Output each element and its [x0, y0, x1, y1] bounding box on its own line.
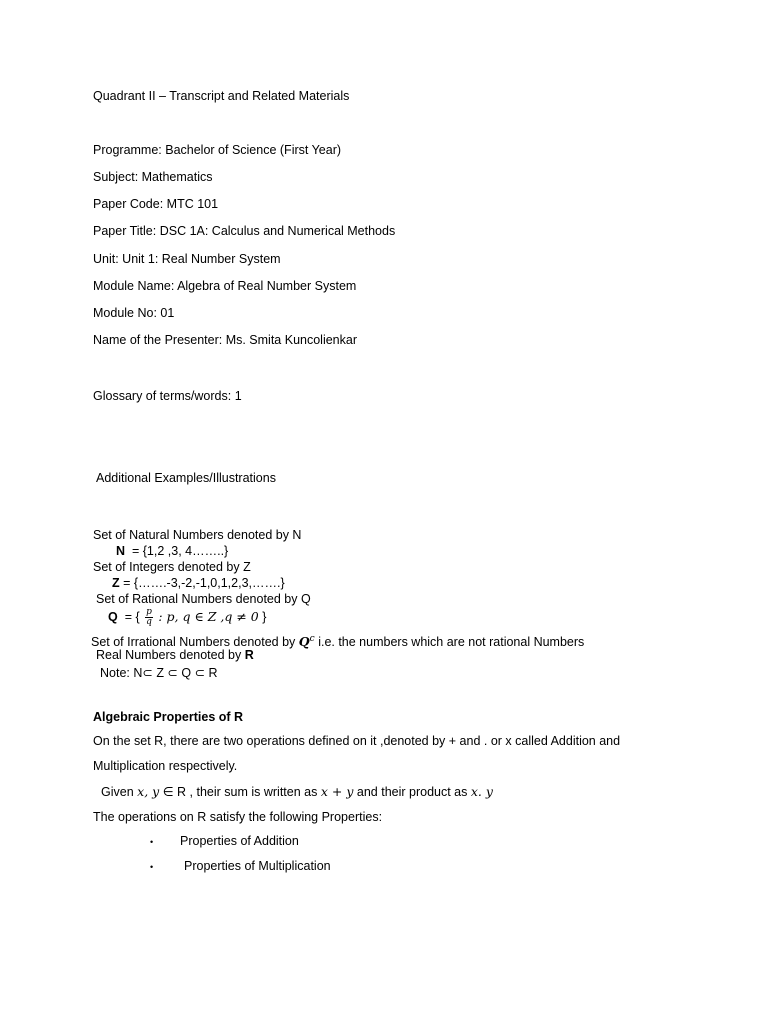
irrationals-line: Set of Irrational Numbers denoted by $Q^c$ i.e. the numbers which are not rational Numbers — [91, 634, 585, 650]
fraction-p-over-q: $\frac{p}{q}$ — [146, 607, 152, 628]
subject-line: Subject: Mathematics — [93, 170, 213, 184]
bullet-icon: • — [150, 862, 154, 872]
operations-line-2: Multiplication respectively. — [93, 759, 238, 773]
paper-title-line: Paper Title: DSC 1A: Calculus and Numerical Methods — [93, 224, 396, 238]
natural-numbers-title: Set of Natural Numbers denoted by N — [93, 528, 302, 542]
real-numbers-line: Real Numbers denoted by R — [96, 648, 254, 662]
paper-code-line: Paper Code: MTC 101 — [93, 197, 219, 211]
module-name-line: Module Name: Algebra of Real Number System — [93, 279, 357, 293]
operations-line-1: On the set R, there are two operations defined on it ,denoted by + and . or x called Addition and — [93, 734, 621, 748]
programme-line: Programme: Bachelor of Science (First Year) — [93, 143, 342, 157]
examples-heading: Additional Examples/Illustrations — [96, 471, 276, 485]
integers-definition: Z = {…….-3,-2,-1,0,1,2,3,…….} — [112, 576, 285, 590]
bullet-item: • Properties of Multiplication — [150, 859, 331, 873]
unit-line: Unit: Unit 1: Real Number System — [93, 252, 281, 266]
document-header: Quadrant II – Transcript and Related Materials — [93, 89, 350, 103]
natural-numbers-definition: N = {1,2 ,3, 4……..} — [116, 544, 229, 558]
bullet-icon: • — [150, 837, 154, 847]
presenter-line: Name of the Presenter: Ms. Smita Kuncolienkar — [93, 333, 358, 347]
bullet-item: • Properties of Addition — [150, 834, 299, 848]
operations-satisfy-line: The operations on R satisfy the following Properties: — [93, 810, 383, 824]
algebraic-properties-heading: Algebraic Properties of R — [93, 710, 244, 724]
rationals-definition: Q = { $\frac{p}{q}$ : p, q ∈ Z ,q ≠ 0 } — [108, 607, 267, 628]
glossary-line: Glossary of terms/words: 1 — [93, 389, 242, 403]
module-no-line: Module No: 01 — [93, 306, 175, 320]
given-line: Given x, y ∈ R , their sum is written as x + y and their product as x. y — [101, 784, 493, 799]
subset-note: Note: N⊂ Z ⊂ Q ⊂ R — [100, 666, 218, 680]
integers-title: Set of Integers denoted by Z — [93, 560, 251, 574]
rationals-title: Set of Rational Numbers denoted by Q — [96, 592, 311, 606]
